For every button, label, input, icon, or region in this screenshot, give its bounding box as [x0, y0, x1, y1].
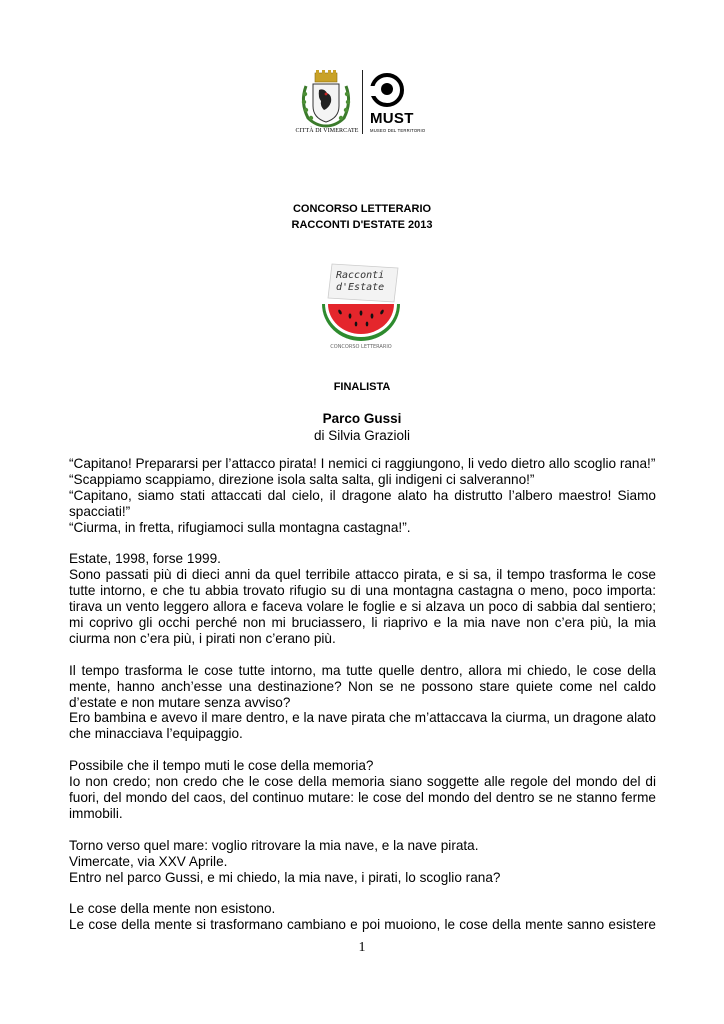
text-line: “Scappiamo scappiamo, direzione isola salta salta, gli indigeni ci salveranno!” [69, 471, 535, 487]
text-line: Vimercate, via XXV Aprile. [69, 853, 228, 869]
paragraph [69, 551, 656, 646]
text-line: Estate, 1998, forse 1999. [69, 551, 221, 567]
paragraph [69, 758, 656, 822]
text-line: Il tempo trasforma le cose tutte intorno, ma tutte quelle dentro, allora mi chiedo, le cose della mente, hanno anch’esse una destinazione? Non se ne possono stare quiete come nel caldo d’estate e non mutare senza avviso? [69, 662, 656, 710]
museum-name: MUST [370, 110, 414, 127]
logo-divider [362, 70, 363, 134]
story-author: di Silvia Grazioli [313, 428, 411, 443]
contest-title-line-2: RACCONTI D'ESTATE 2013 [291, 219, 433, 231]
header-logos [296, 68, 426, 138]
text-line: “Capitano! Prepararsi per l’attacco pirata! I nemici ci raggiungono, li vedo dietro allo scoglio rana!” [69, 456, 656, 471]
paragraph [69, 838, 656, 886]
story-body [69, 456, 656, 949]
badge-title-line-2: d'Estate [336, 282, 385, 293]
text-line: Sono passati più di dieci anni da quel terribile attacco pirata, e si sa, il tempo trasforma le cose tutte intorno, e che tu abbia trovato rifugio su di una montagna castagna o meno, poco importa: tirava un vento leggero allora e faceva volare le foglie e si alzava un poco di sabbia dal sentiero; mi coprivo gli occhi perché non mi bruciassero, li riaprivo e la mia nave non c’era più, la mia ciurma non c’era più, i pirati non c’erano più. [69, 567, 656, 646]
paragraph [69, 456, 656, 536]
city-label: CITTÀ DI VIMERCATE [295, 128, 359, 134]
text-line: Entro nel parco Gussi, e mi chiedo, la mia nave, i pirati, lo scoglio rana? [69, 869, 501, 885]
text-line: “Capitano, siamo stati attaccati dal cielo, il dragone alato ha distrutto l’albero maestro! Siamo spacciati!” [69, 487, 656, 519]
story-title: Parco Gussi [322, 411, 402, 426]
badge-caption: CONCORSO LETTERARIO [330, 344, 392, 350]
text-line: Le cose della mente non esistono. [69, 901, 276, 917]
paragraph [69, 663, 656, 743]
contest-title-line-1: CONCORSO LETTERARIO [292, 203, 432, 215]
paragraph [69, 901, 656, 933]
text-line: Torno verso quel mare: voglio ritrovare la mia nave, e la nave pirata. [69, 837, 479, 853]
text-line: “Ciurma, in fretta, rifugiamoci sulla montagna castagna!”. [69, 519, 411, 535]
text-line: Possibile che il tempo muti le cose della memoria? [69, 758, 374, 774]
text-line: Ero bambina e avevo il mare dentro, e la nave pirata che m’attaccava la ciurma, un dragone alato che minacciava l’equipaggio. [69, 710, 656, 742]
finalist-label: FINALISTA [333, 381, 391, 393]
text-line: Le cose della mente si trasformano cambiano e poi muoiono, le cose della mente sanno esistere [69, 917, 656, 933]
must-circle-icon [370, 72, 404, 108]
page-number: 1 [358, 940, 366, 955]
museum-subtitle: MUSEO DEL TERRITORIO [370, 128, 426, 133]
badge-title-line-1: Racconti [336, 270, 385, 281]
text-line: Io non credo; non credo che le cose della memoria siano soggette alle regole del mondo del di fuori, del mondo del caos, del continuo mutare: le cose del mondo del dentro se ne stanno ferme immobili. [69, 774, 656, 821]
racconti-destate-logo [318, 260, 404, 352]
must-logo [370, 72, 430, 138]
